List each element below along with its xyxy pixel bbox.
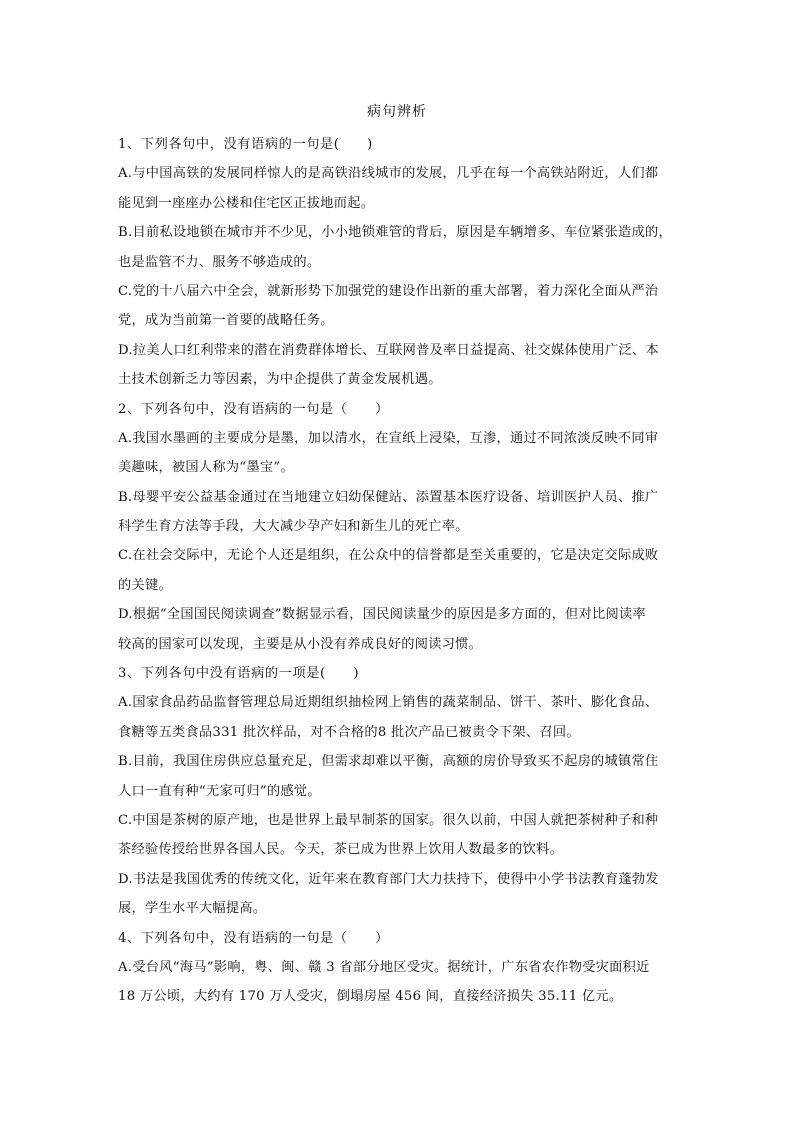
question-2-option-c: C.在社会交际中，无论个人还是组织，在公众中的信誉都是至关重要的，它是决定交际成败 — [118, 548, 659, 564]
question-3-option-d-cont: 展，学生水平大幅提高。 — [118, 901, 267, 917]
question-2-option-c-cont: 的关键。 — [118, 577, 172, 593]
question-2-option-d: D.根据“全国国民阅读调查”数据显示看，国民阅读量少的原因是多方面的，但对比阅读率 — [118, 607, 647, 623]
question-3-option-b-cont: 人口一直有种“无家可归”的感觉。 — [118, 783, 321, 799]
question-1-option-d-cont: 土技术创新乏力等因素，为中企提供了黄金发展机遇。 — [118, 372, 442, 388]
page-title: 病句辨析 — [367, 104, 427, 120]
question-1-option-b: B.目前私设地锁在城市并不少见，小小地锁难管的背后，原因是车辆增多、车位紧张造成的， — [118, 225, 672, 241]
question-1-option-b-cont: 也是监管不力、服务不够造成的。 — [118, 254, 321, 270]
question-1-option-a-cont: 能见到一座座办公楼和住宅区正拔地而起。 — [118, 195, 375, 211]
question-1-option-a: A.与中国高铁的发展同样惊人的是高铁沿线城市的发展，几乎在每一个高铁站附近，人们都 — [118, 166, 659, 182]
question-2-option-a: A.我国水墨画的主要成分是墨，加以清水，在宣纸上浸染，互渗，通过不同浓淡反映不同审 — [118, 430, 659, 446]
question-3-option-d: D.书法是我国优秀的传统文化，近年来在教育部门大力扶持下，使得中小学书法教育蓬勃发 — [118, 871, 659, 887]
question-2-option-a-cont: 美趣味，被国人称为“墨宝”。 — [118, 460, 294, 476]
question-3-option-a: A.国家食品药品监督管理总局近期组织抽检网上销售的蔬菜制品、饼干、茶叶、膨化食品、 — [118, 695, 659, 711]
question-4-option-a-cont: 18 万公顷，大约有 170 万人受灾，倒塌房屋 456 间，直接经济损失 35.11 亿元。 — [118, 989, 623, 1005]
question-2-stem: 2、下列各句中，没有语病的一句是（ ） — [118, 401, 389, 417]
question-3-option-c-cont: 茶经验传授给世界各国人民。今天，茶已成为世界上饮用人数最多的饮料。 — [118, 842, 564, 858]
question-1-stem: 1、下列各句中，没有语病的一句是( ) — [118, 137, 373, 152]
question-3-stem: 3、下列各句中没有语病的一项是( ) — [118, 666, 360, 682]
question-2-option-d-cont: 较高的国家可以发现，主要是从小没有养成良好的阅读习惯。 — [118, 636, 483, 652]
question-4-stem: 4、下列各句中，没有语病的一句是（ ） — [118, 930, 389, 946]
question-2-option-b: B.母婴平安公益基金通过在当地建立妇幼保健站、添置基本医疗设备、培训医护人员、推广 — [118, 489, 659, 505]
question-3-option-b: B.目前，我国住房供应总量充足，但需求却难以平衡，高额的房价导致买不起房的城镇常住 — [118, 754, 659, 770]
question-1-option-d: D.拉美人口红利带来的潜在消费群体增长、互联网普及率日益提高、社交媒体使用广泛、本 — [118, 342, 659, 358]
question-2-option-b-cont: 科学生育方法等手段，大大减少孕产妇和新生儿的死亡率。 — [118, 519, 469, 535]
question-1-option-c: C.党的十八届六中全会，就新形势下加强党的建设作出新的重大部署，着力深化全面从严治 — [118, 283, 659, 299]
question-3-option-c: C.中国是茶树的原产地，也是世界上最早制茶的国家。很久以前，中国人就把茶树种子和种 — [118, 812, 659, 828]
question-4-option-a: A.受台风“海马”影响，粤、闽、赣 3 省部分地区受灾。据统计，广东省农作物受灾面积近 — [118, 959, 650, 975]
question-3-option-a-cont: 食糖等五类食品331 批次样品，对不合格的8 批次产品已被责令下架、召回。 — [118, 724, 580, 740]
document-body — [118, 130, 678, 1012]
question-1-option-c-cont: 党，成为当前第一首要的战略任务。 — [118, 313, 334, 329]
